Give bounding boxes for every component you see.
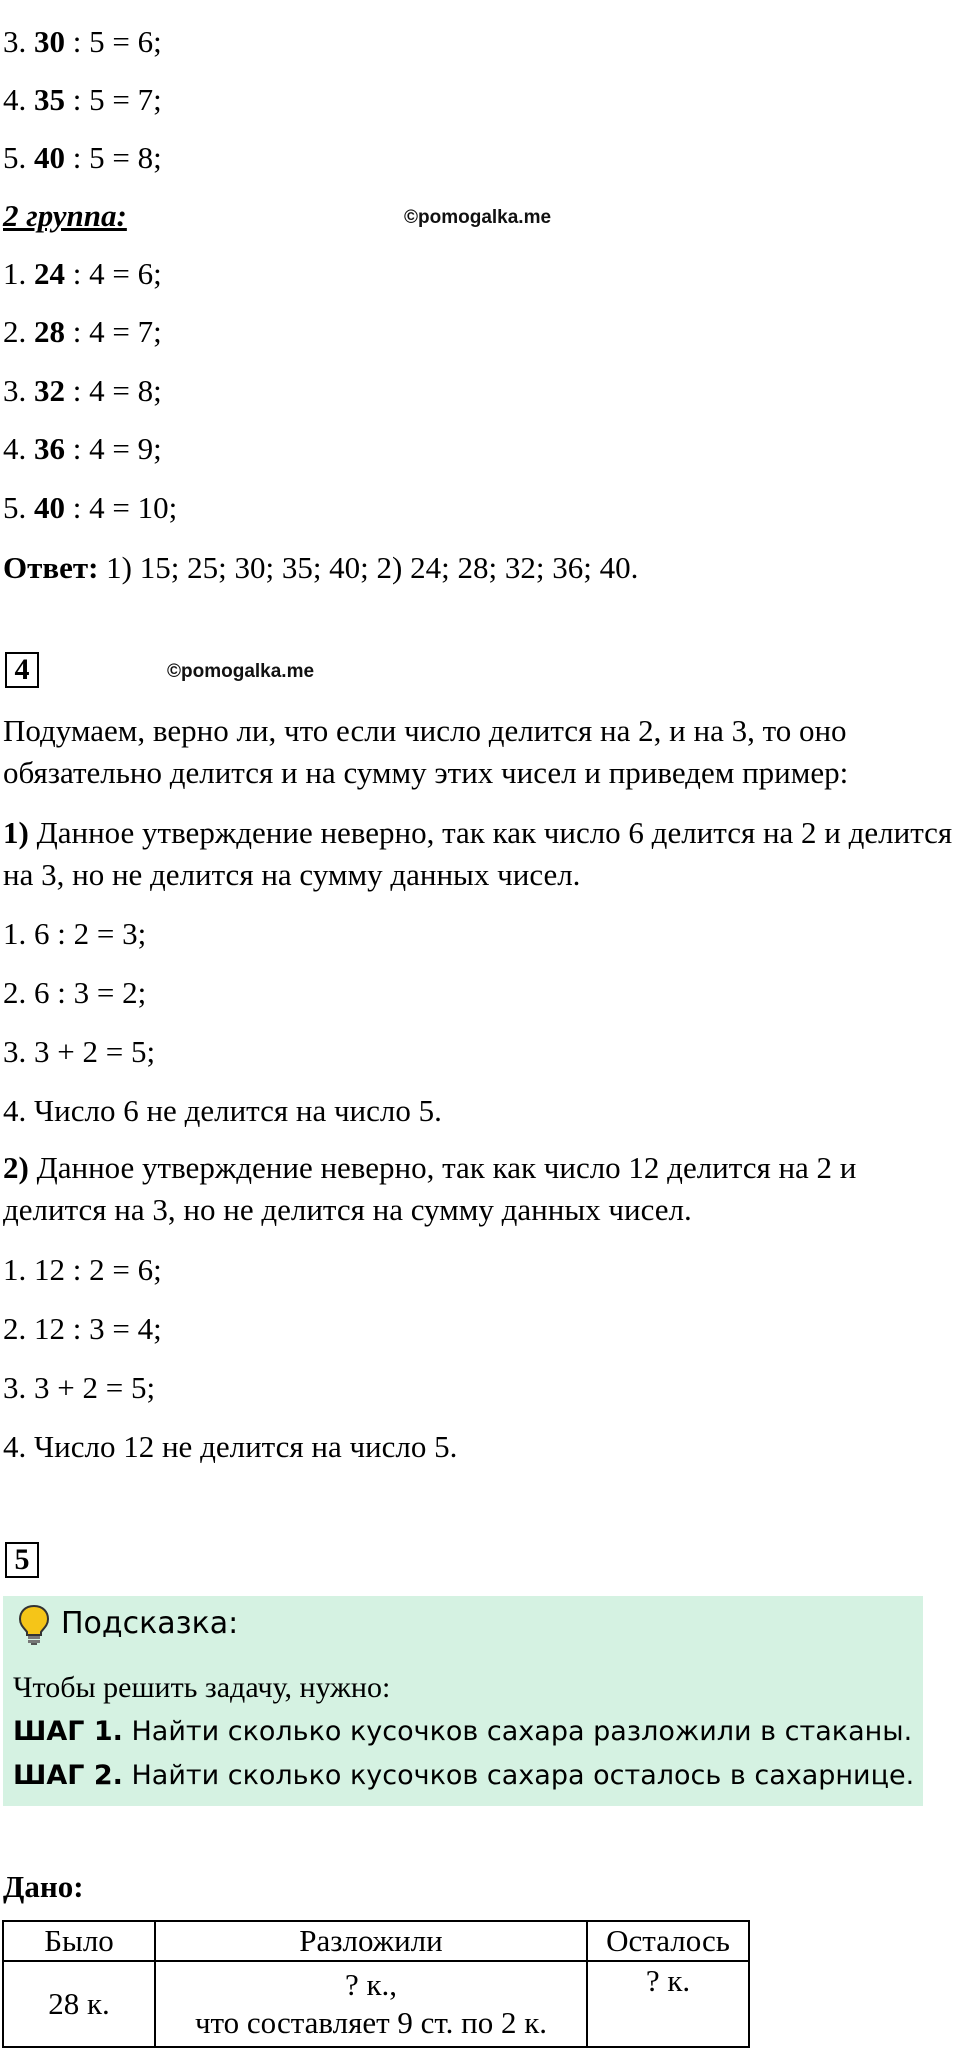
table-header: Было [3, 1921, 155, 1961]
lightbulb-icon [17, 1604, 51, 1646]
group2-line-4: 4. 36 : 4 = 9; [3, 431, 162, 466]
task4-step: 1. 6 : 2 = 3; [3, 916, 147, 951]
table-cell-was: 28 к. [3, 1961, 155, 2047]
hint-box [3, 1596, 923, 1806]
task4-step: 4. Число 6 не делится на число 5. [3, 1093, 442, 1128]
group1-line-5: 5. 40 : 5 = 8; [3, 140, 162, 175]
task4-step: 4. Число 12 не делится на число 5. [3, 1429, 458, 1464]
given-label: Дано: [3, 1869, 84, 1904]
watermark: ©pomogalka.me [404, 207, 552, 228]
group1-line-3: 3. 30 : 5 = 6; [3, 24, 162, 59]
hint-step-2: ШАГ 2. Найти сколько кусочков сахара осталось в сахарнице. [13, 1760, 915, 1791]
answer-line: Ответ: 1) 15; 25; 30; 35; 40; 2) 24; 28; 32; 36; 40. [3, 550, 639, 585]
table-header: Осталось [587, 1921, 749, 1961]
table-cell-placed [155, 1961, 587, 2047]
task4-point-1: 1) Данное утверждение неверно, так как число 6 делится на 2 и делится на 3, но не делится на сумму данных чисел. [3, 815, 953, 892]
hint-title: Подсказка: [61, 1606, 239, 1641]
group2-title: 2 группа: [3, 198, 127, 233]
group2-line-1: 1. 24 : 4 = 6; [3, 256, 162, 291]
hint-step-1: ШАГ 1. Найти сколько кусочков сахара разложили в стаканы. [13, 1716, 913, 1747]
placed-note: что составляет 9 ст. по 2 к. [194, 2005, 548, 2040]
task4-step: 3. 3 + 2 = 5; [3, 1370, 156, 1405]
task4-step: 1. 12 : 2 = 6; [3, 1252, 162, 1287]
placed-value: ? к., [344, 1967, 398, 2002]
task4-intro: Подумаем, верно ли, что если число делится на 2, и на 3, то оно обязательно делится и на сумму этих чисел и приведем пример: [3, 713, 849, 790]
group2-line-5: 5. 40 : 4 = 10; [3, 490, 178, 525]
task4-step: 2. 12 : 3 = 4; [3, 1311, 162, 1346]
task4-step: 2. 6 : 3 = 2; [3, 975, 147, 1010]
hint-intro: Чтобы решить задачу, нужно: [13, 1671, 391, 1704]
table-cell-left: ? к. [587, 1961, 749, 2047]
task4-step: 3. 3 + 2 = 5; [3, 1034, 156, 1069]
task4-point-2: 2) Данное утверждение неверно, так как число 12 делится на 2 и делится на 3, но не делится на сумму данных чисел. [3, 1150, 857, 1227]
task-number-5: 5 [5, 1542, 39, 1578]
watermark: ©pomogalka.me [167, 661, 315, 682]
group2-line-3: 3. 32 : 4 = 8; [3, 373, 162, 408]
table-header: Разложили [155, 1921, 587, 1961]
task-number-4: 4 [5, 652, 39, 688]
group2-line-2: 2. 28 : 4 = 7; [3, 314, 162, 349]
group1-line-4: 4. 35 : 5 = 7; [3, 82, 162, 117]
given-table [2, 1920, 750, 2048]
